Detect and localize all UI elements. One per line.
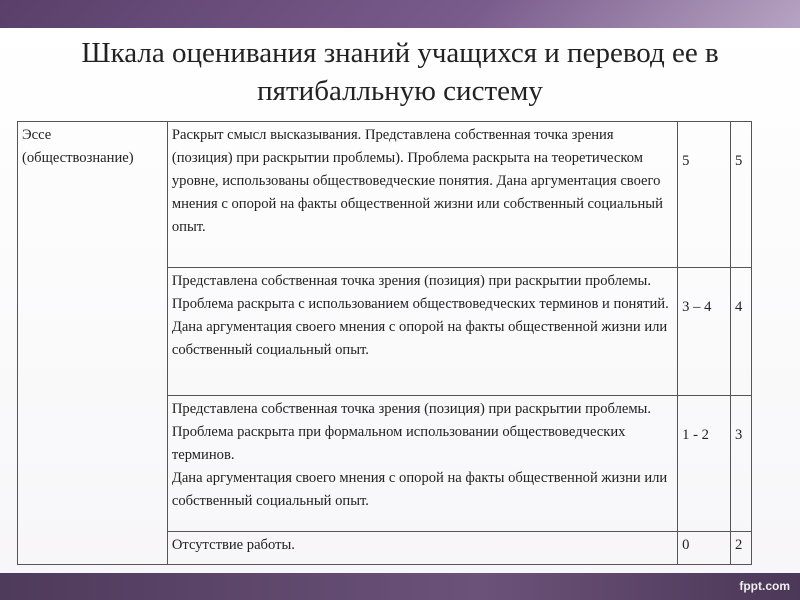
footer-logo: fppt.com [739, 579, 790, 593]
points-cell: 3 – 4 [678, 268, 731, 396]
grade-cell: 2 [731, 532, 752, 565]
points-cell: 0 [678, 532, 731, 565]
points-cell: 1 - 2 [678, 396, 731, 532]
grade-cell: 3 [731, 396, 752, 532]
grade-cell: 4 [731, 268, 752, 396]
criteria-cell: Представлена собственная точка зрения (позиция) при раскрытии проблемы. Проблема раскрыта с использованием обществоведческих терминов и понятий. Дана аргументация своего мнения с опорой на факты общественной жизни или собственный социальный опыт. [167, 268, 677, 396]
category-cell: Эссе (обществознание) [18, 122, 168, 565]
table-row [18, 122, 752, 268]
grade-cell: 5 [731, 122, 752, 268]
criteria-cell: Отсутствие работы. [167, 532, 677, 565]
points-cell: 5 [678, 122, 731, 268]
grading-table [17, 121, 752, 565]
footer-bar [0, 573, 800, 600]
criteria-text-part2: Дана аргументация своего мнения с опорой на факты общественной жизни или собственный социальный опыт. [171, 470, 668, 509]
criteria-cell [167, 396, 677, 532]
criteria-cell: Раскрыт смысл высказывания. Представлена собственная точка зрения (позиция) при раскрытии проблемы). Проблема раскрыта на теоретическом уровне, использованы обществоведческие понятия. Дана аргументация своего мнения с опорой на факты общественной жизни или собственный социальный опыт. [167, 122, 677, 268]
criteria-text-part1: Представлена собственная точка зрения (позиция) при раскрытии проблемы. Проблема раскрыта при формальном использовании обществоведческих терминов. [171, 401, 652, 463]
page-title: Шкала оценивания знаний учащихся и перевод ее в пятибалльную систему [81, 37, 719, 107]
